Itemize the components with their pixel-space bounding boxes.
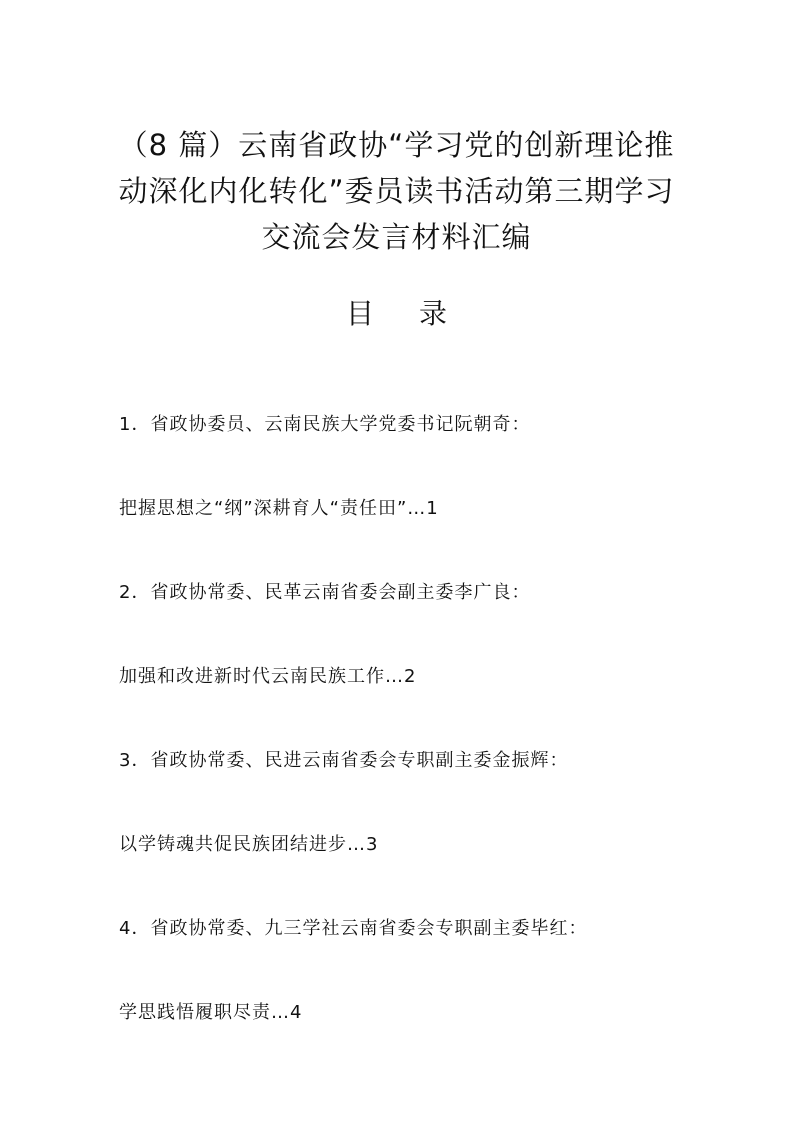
toc-entry: [119, 573, 739, 697]
toc-entry-speaker: 1．省政协委员、云南民族大学党委书记阮朝奇：: [119, 414, 531, 435]
toc-entry-topic: 加强和改进新时代云南民族工作…2: [119, 666, 417, 687]
toc-entry-speaker: 3．省政协常委、民进云南省委会专职副主委金振辉：: [119, 750, 569, 771]
title-line: （8 篇）云南省政协“学习党的创新理论推: [118, 128, 675, 162]
toc-entry: [119, 909, 739, 1033]
toc-entry-topic: 把握思想之“纲”深耕育人“责任田”…1: [119, 498, 439, 519]
table-of-contents: [119, 405, 739, 1077]
document-title: [0, 122, 793, 260]
title-line: 动深化内化转化”委员读书活动第三期学习: [118, 174, 675, 208]
toc-entry-speaker: 2．省政协常委、民革云南省委会副主委李广良：: [119, 582, 531, 603]
toc-entry: [119, 405, 739, 529]
toc-entry: [119, 741, 739, 865]
toc-entry-speaker: 4．省政协常委、九三学社云南省委会专职副主委毕红：: [119, 918, 588, 939]
toc-entry-topic: 学思践悟履职尽责…4: [119, 1002, 303, 1023]
toc-entry-topic: 以学铸魂共促民族团结进步…3: [119, 834, 379, 855]
toc-heading: 目 录: [346, 297, 465, 330]
title-line: 交流会发言材料汇编: [261, 220, 532, 254]
